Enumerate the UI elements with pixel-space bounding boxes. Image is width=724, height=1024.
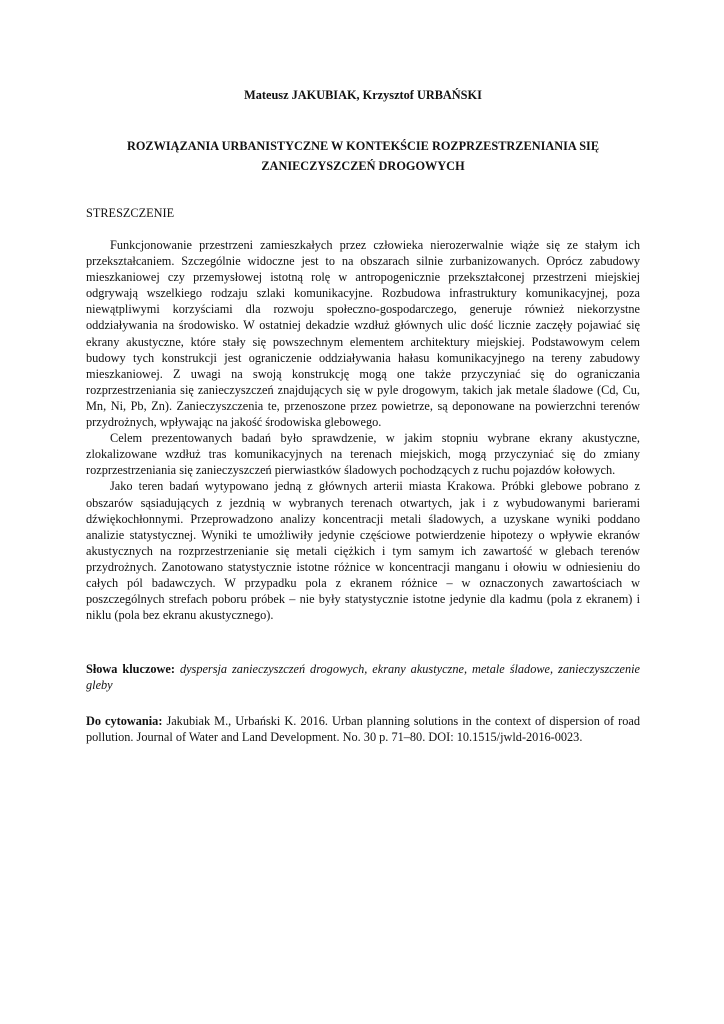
abstract-paragraph-2: Celem prezentowanych badań było sprawdzenie, w jakim stopniu wybrane ekrany akustyczne, zlokalizowane wzdłuż tras komunikacyjnych na terenach miejskich, mogą przyczyniać się do zmiany rozprzestrzeniania się zanieczyszczeń pierwiastków śladowych pochodzących z ruchu pojazdów kołowych. bbox=[86, 431, 640, 478]
abstract-paragraph-3: Jako teren badań wytypowano jedną z głównych arterii miasta Krakowa. Próbki glebowe pobrano z obszarów sąsiadujących z jezdnią w wybranych terenach otwartych, jak i z wybudowanymi barierami dźwiękochłonnymi. Przeprowadzono analizy koncentracji metali śladowych, a uzyskane wyniki poddano analizie statystycznej. Wyniki te umożliwiły jedynie częściowe potwierdzenie hipotezy o wpływie ekranów akustycznych na rozprzestrzenianie się metali ciężkich i tym samym ich zawartość w glebach terenów przydrożnych. Zanotowano statystycznie istotne różnice w koncentracji manganu i ołowiu w odniesieniu do całych pól badawczych. W przypadku pola z ekranem różnice – w oznaczonych zawartościach w poszczególnych strefach poboru próbek – nie były statystycznie istotne jedynie dla kadmu (pola z ekranem) i niklu (pola bez ekranu akustycznego). bbox=[86, 479, 640, 623]
citation bbox=[86, 713, 640, 745]
keywords-text: dyspersja zanieczyszczeń drogowych, ekrany akustyczne, metale śladowe, zanieczyszczenie gleby bbox=[86, 662, 640, 692]
abstract-body bbox=[86, 237, 640, 623]
title-line-1: ROZWIĄZANIA URBANISTYCZNE W KONTEKŚCIE ROZPRZESTRZENIANIA SIĘ bbox=[126, 139, 600, 153]
abstract-heading: STRESZCZENIE bbox=[86, 206, 175, 220]
keywords-label: Słowa kluczowe: bbox=[86, 662, 175, 676]
abstract-paragraph-1: Funkcjonowanie przestrzeni zamieszkałych przez człowieka nierozerwalnie wiąże się ze stałym ich przekształcaniem. Szczególnie widoczne jest to na obszarach silnie zurbanizowanych. Oprócz zabudowy mieszkaniowej czy przemysłowej istotną rolę w antropogenicznie przekształconej przestrzeni miejskiej odgrywają wszelkiego rodzaju szlaki komunikacyjne. Rozbudowa infrastruktury komunikacyjnej, poza niewątpliwymi korzyściami dla rozwoju społeczno-gospodarczego, generuje również niekorzystne oddziaływania na środowisko. W ostatniej dekadzie wzdłuż głównych ulic dość licznie zaczęły pojawiać się ekrany akustyczne, które stały się powszechnym elementem architektury miejskiej. Podstawowym celem budowy tych konstrukcji jest ograniczenie oddziaływania hałasu komunikacyjnego na tereny zabudowy mieszkaniowej. Z uwagi na swoją konstrukcję mogą one także przyczyniać się do ograniczania rozprzestrzeniania się zanieczyszczeń znajdujących się w pyle drogowym, takich jak metale śladowe (Cd, Cu, Mn, Ni, Pb, Zn). Zanieczyszczenia te, przenoszone przez powietrze, są deponowane na powierzchni terenów przydrożnych, wpływając na jakość środowiska glebowego. bbox=[86, 238, 640, 430]
paper-title bbox=[86, 136, 640, 176]
title-line-2: ZANIECZYSZCZEŃ DROGOWYCH bbox=[261, 159, 465, 173]
authors: Mateusz JAKUBIAK, Krzysztof URBAŃSKI bbox=[244, 88, 482, 102]
keywords bbox=[86, 661, 640, 693]
citation-text: Jakubiak M., Urbański K. 2016. Urban planning solutions in the context of dispersion of road pollution. Journal of Water and Land Development. No. 30 p. 71–80. DOI: 10.1515/jwld-2016-0023. bbox=[86, 714, 640, 744]
citation-label: Do cytowania: bbox=[86, 714, 163, 728]
